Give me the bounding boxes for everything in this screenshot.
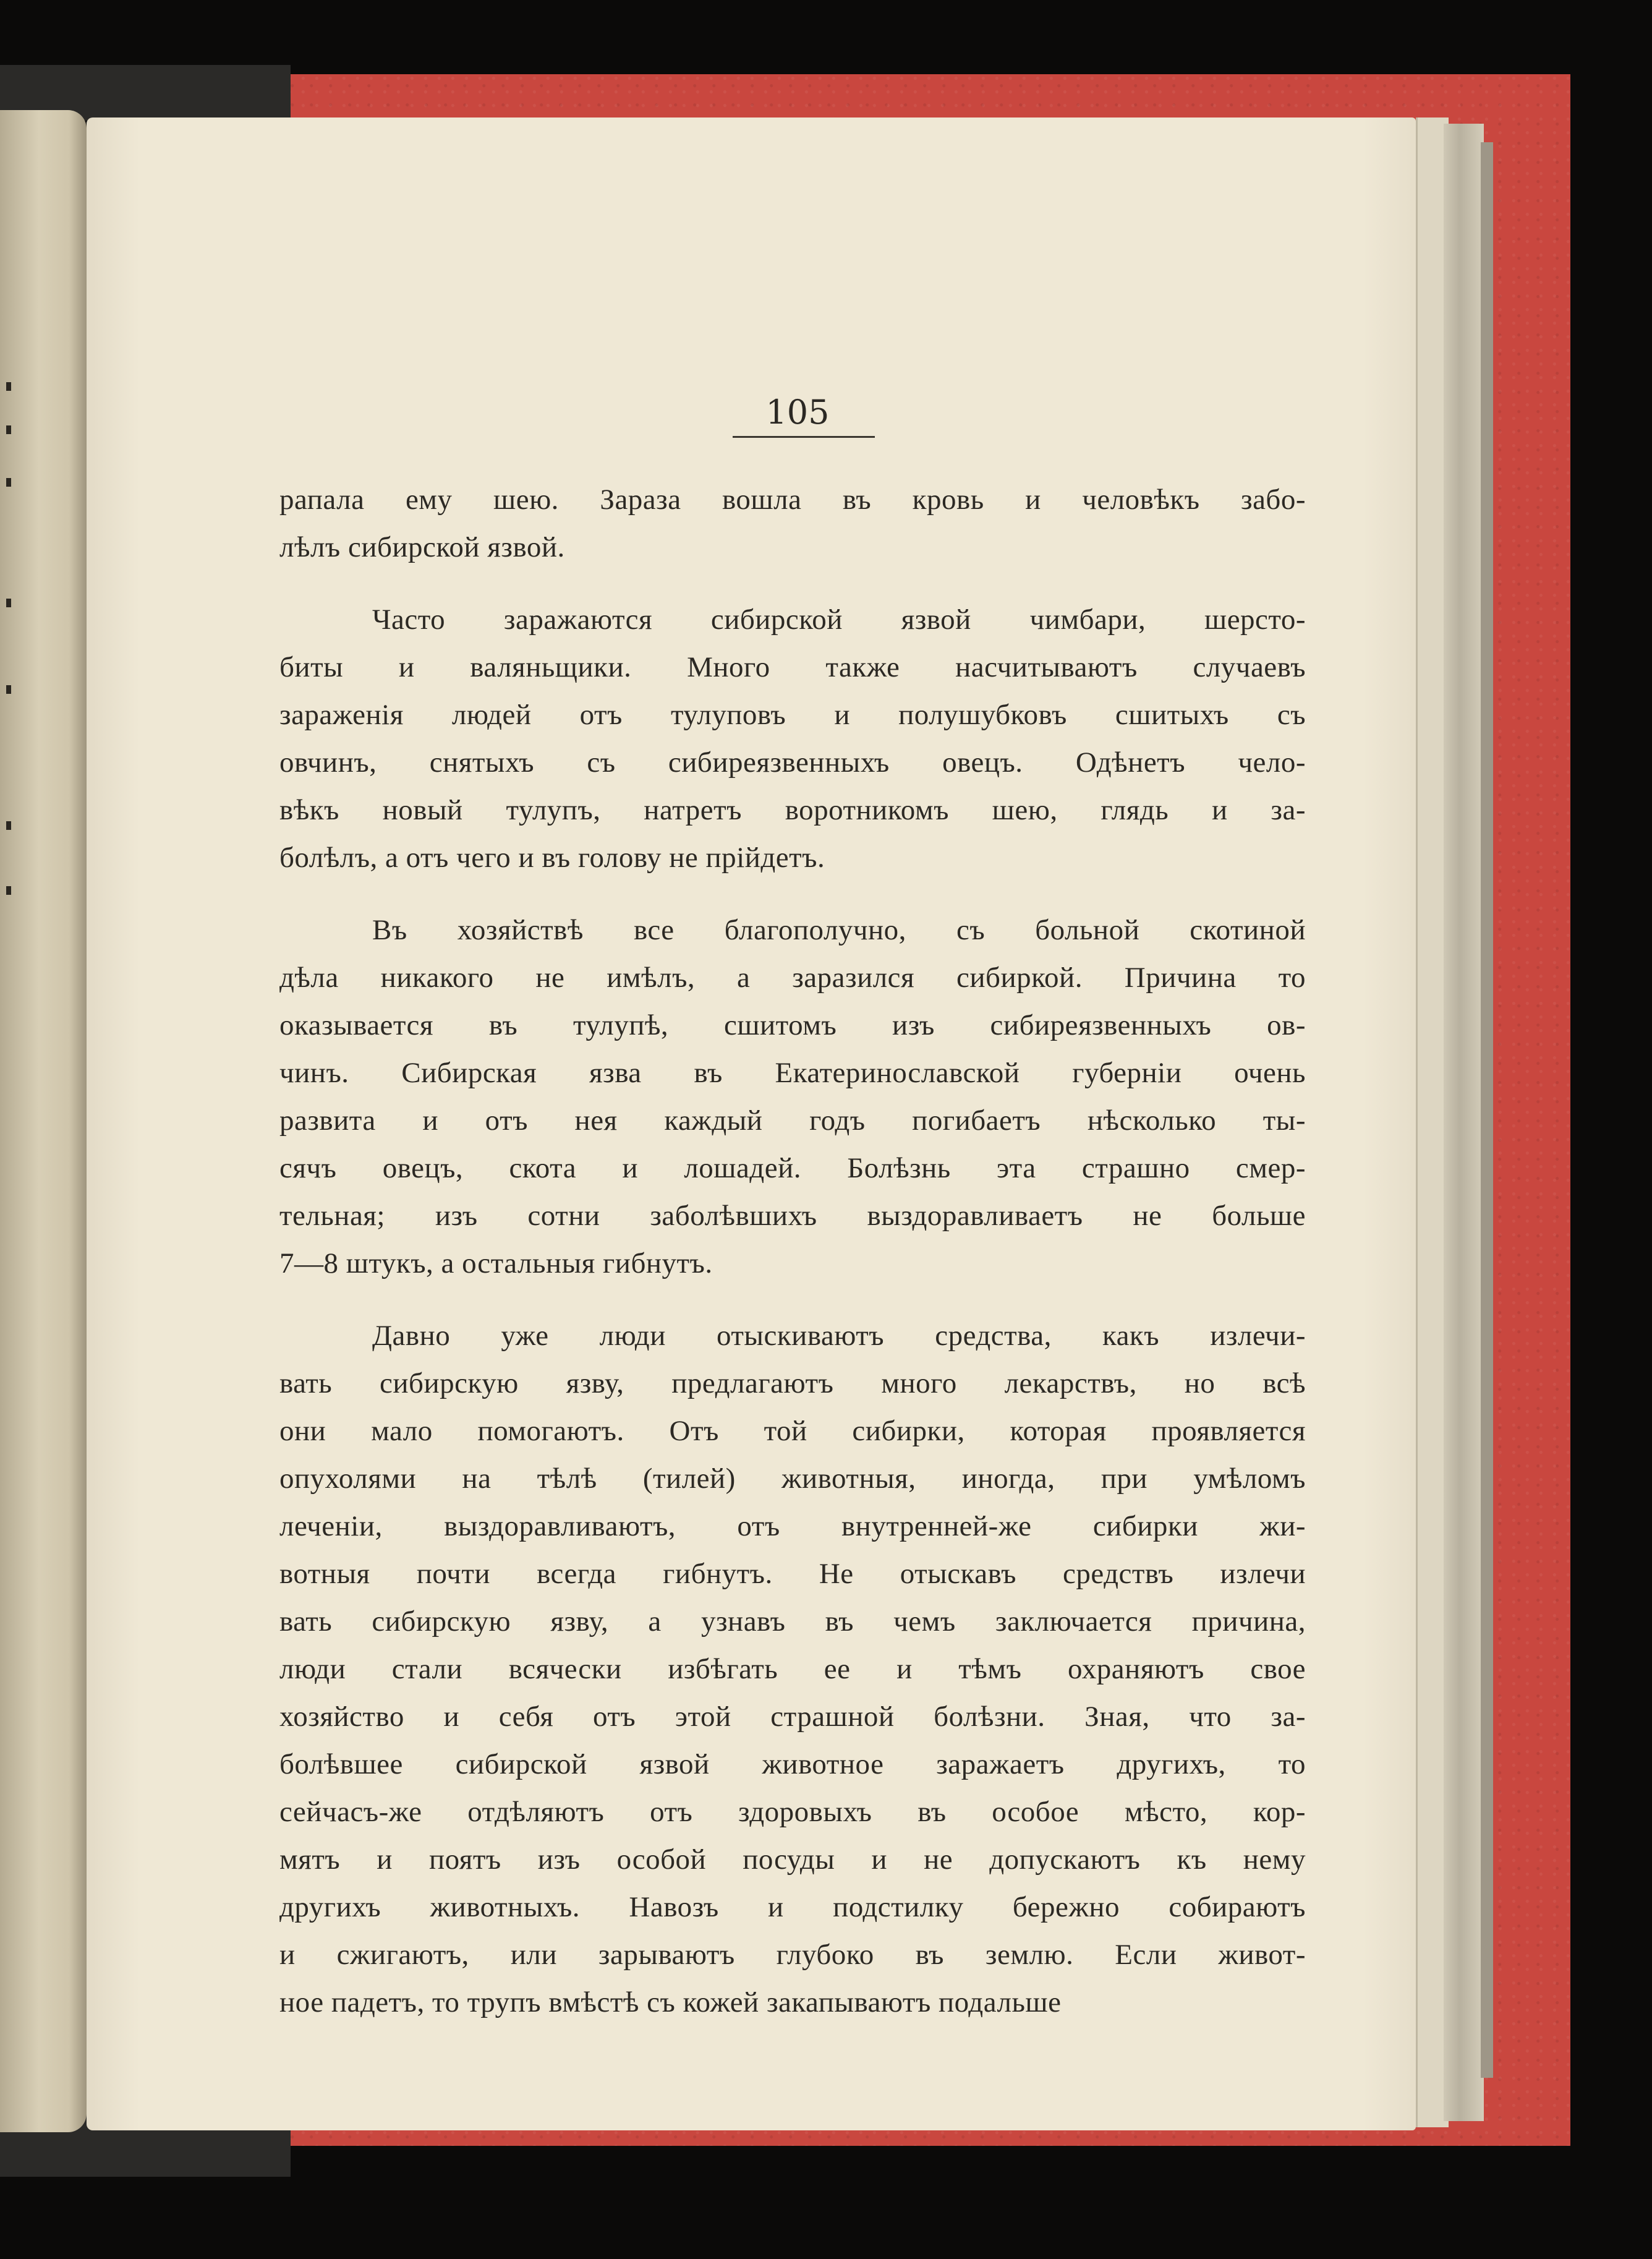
- text-line: опухолями на тѣлѣ (тилей) животныя, иногда, при умѣломъ: [279, 1463, 1306, 1495]
- text-line: Въ хозяйствѣ все благополучно, съ больной скотиной: [372, 914, 1306, 946]
- text-line: болѣвшее сибирской язвой животное заражаетъ другихъ, то: [279, 1748, 1306, 1780]
- text-line: Давно уже люди отыскиваютъ средства, какъ излечи-: [372, 1320, 1306, 1352]
- text-line: вать сибирскую язву, предлагаютъ много лекарствъ, но всѣ: [279, 1367, 1306, 1399]
- text-line: мятъ и поятъ изъ особой посуды и не допускаютъ къ нему: [279, 1843, 1306, 1876]
- text-line: зараженія людей отъ тулуповъ и полушубковъ сшитыхъ съ: [279, 699, 1306, 731]
- page-edges-shadow: [1444, 124, 1484, 2121]
- text-line: люди стали всячески избѣгать ее и тѣмъ охраняютъ свое: [279, 1653, 1306, 1685]
- text-line: сейчасъ-же отдѣляютъ отъ здоровыхъ въ особое мѣсто, кор-: [279, 1796, 1306, 1828]
- text-line: оказывается въ тулупѣ, сшитомъ изъ сибиреязвенныхъ ов-: [279, 1009, 1306, 1041]
- text-line: и сжигаютъ, или зарываютъ глубоко въ землю. Если живот-: [279, 1939, 1306, 1971]
- paragraph: [279, 1312, 1306, 2026]
- book-page: [87, 117, 1416, 2130]
- text-line: вотныя почти всегда гибнутъ. Не отыскавъ средствъ излечи: [279, 1558, 1306, 1590]
- text-line: болѣлъ, а отъ чего и въ голову не прійдетъ.: [279, 842, 825, 874]
- page-body-text: [279, 476, 1306, 2051]
- text-line: рапала ему шею. Зараза вошла въ кровь и человѣкъ забо-: [279, 484, 1306, 516]
- text-line: овчинъ, снятыхъ съ сибиреязвенныхъ овецъ. Одѣнетъ чело-: [279, 746, 1306, 779]
- paragraph: [279, 596, 1306, 882]
- paragraph: [279, 476, 1306, 571]
- text-line: вѣкъ новый тулупъ, натретъ воротникомъ шею, глядь и за-: [279, 794, 1306, 826]
- text-line: вать сибирскую язву, а узнавъ въ чемъ заключается причина,: [279, 1605, 1306, 1638]
- page-number-rule: [733, 436, 875, 438]
- text-line: сячъ овецъ, скота и лошадей. Болѣзнь эта страшно смер-: [279, 1152, 1306, 1184]
- previous-page-strip: [0, 110, 87, 2132]
- text-line: хозяйство и себя отъ этой страшной болѣзни. Зная, что за-: [279, 1701, 1306, 1733]
- paragraph: [279, 907, 1306, 1288]
- text-line: леченіи, выздоравливаютъ, отъ внутренней-же сибирки жи-: [279, 1510, 1306, 1542]
- text-line: биты и валяньщики. Много также насчитываютъ случаевъ: [279, 651, 1306, 683]
- text-line: Часто заражаются сибирской язвой чимбари, шерсто-: [372, 604, 1306, 636]
- text-line: тельная; изъ сотни заболѣвшихъ выздоравливаетъ не больше: [279, 1200, 1306, 1232]
- text-line: они мало помогаютъ. Отъ той сибирки, которая проявляется: [279, 1415, 1306, 1447]
- text-line: дѣла никакого не имѣлъ, а заразился сибиркой. Причина то: [279, 962, 1306, 994]
- page-edges-dark: [1481, 142, 1493, 2078]
- text-line: ное падетъ, то трупъ вмѣстѣ съ кожей закапываютъ подальше: [279, 1986, 1062, 2018]
- text-line: 7—8 штукъ, а остальныя гибнутъ.: [279, 1247, 713, 1279]
- page-number: 105: [765, 393, 830, 432]
- text-line: лѣлъ сибирской язвой.: [279, 531, 565, 563]
- text-line: развита и отъ нея каждый годъ погибаетъ нѣсколько ты-: [279, 1104, 1306, 1137]
- text-line: чинъ. Сибирская язва въ Екатеринославской губерніи очень: [279, 1057, 1306, 1089]
- text-line: другихъ животныхъ. Навозъ и подстилку бережно собираютъ: [279, 1891, 1306, 1923]
